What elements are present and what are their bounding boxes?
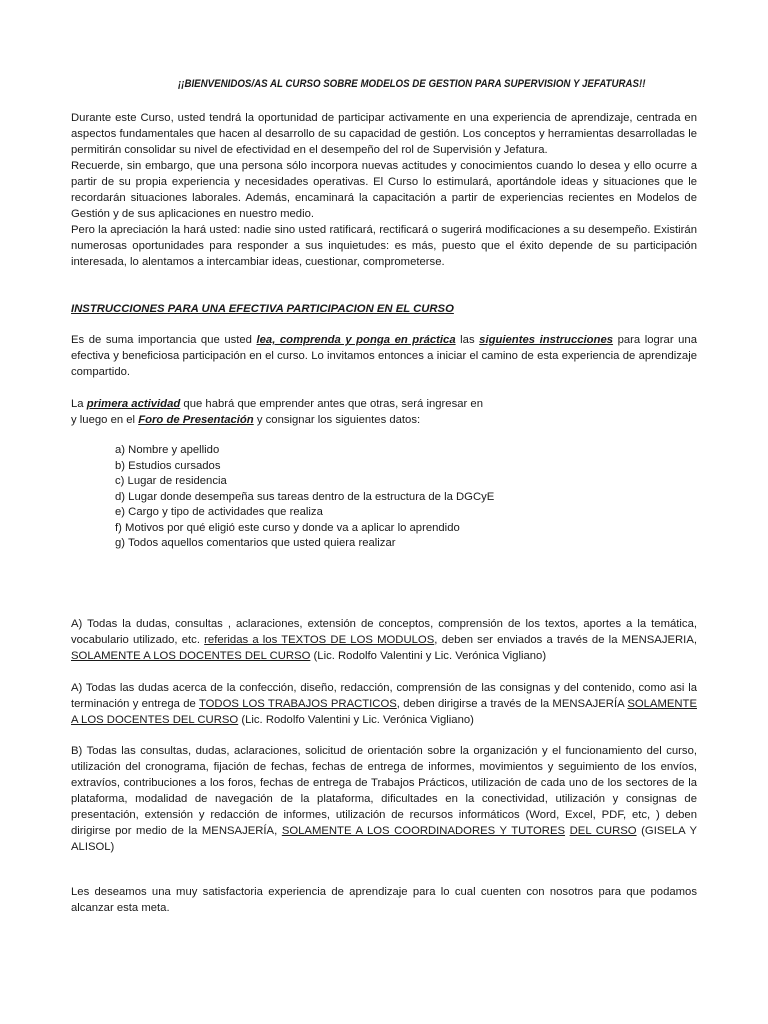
instructions-heading [71,301,697,317]
instr-text-a: Es de suma importancia que usted [71,334,257,346]
rule-a-trabajos [71,680,697,728]
rule-1-text-a: A) Todas la dudas, consultas , aclaraciones, extensión de conceptos, comprensión de los textos, aportes a la temática, vocabulario utilizado, etc. [71,618,697,646]
instr-text-c: para lograr una efectiva y beneficiosa participación en el curso. Lo invitamos entonces a iniciar el camino de esta experiencia de aprendizaje compartido. [71,334,697,378]
intro-section [71,110,697,270]
rule-2-text-b: , deben dirigirse a través de la MENSAJERÍA [396,698,628,710]
instr-text-b: las [455,334,480,346]
closing-text: Les deseamos una muy satisfactoria experiencia de aprendizaje para lo cual cuenten con nosotros para que podamos alcanzar esta meta. [71,886,697,914]
section-heading: INSTRUCCIONES PARA UNA EFECTIVA PARTICIPACION EN EL CURSO [71,303,454,315]
rule-1-text-b: , deben ser enviados a través de la MENSAJERIA, [434,634,697,646]
list-item: b) Estudios cursados [115,459,221,472]
rule-3-text-a: B) Todas las consultas, dudas, aclaraciones, solicitud de orientación sobre la organización y el funcionamiento del curso, utilización del cronograma, fijación de fechas, fechas de entrega de informes, movimientos y seguimiento de los envíos, extravíos, contribuciones a los foros, fechas de entrega de Trabajos Prácticos, utilización de cada uno de los sectores de la plataforma, modalidad de navegación de la plataforma, dificultades en la conectividad, utilización y consignas de presentación, extensión y redacción de informes, utilización de recursos informáticos (Word, Excel, PDF, etc, ) deben dirigirse por medio de la MENSAJERÍA, [71,745,697,837]
activity-text-d: y consignar los siguientes datos: [253,414,421,426]
rule-b-coordinadores [71,743,697,855]
rule-3-underline-2: DEL CURSO [569,825,637,837]
intro-paragraph-3: Pero la apreciación la hará usted: nadie sino usted ratificará, rectificará o sugerirá modificaciones a su desempeño. Existirán numerosas oportunidades para responder a sus inquietudes: es más, puesto que el éxito depende de su participación interesada, lo alentamos a intercambiar ideas, cuestionar, comprometerse. [71,224,697,268]
rule-3-underline-1: SOLAMENTE A LOS COORDINADORES Y TUTORES [281,825,566,837]
first-activity-emphasis: primera actividad [86,398,181,410]
list-item: e) Cargo y tipo de actividades que realiza [115,506,323,518]
foro-presentacion-emphasis: Foro de Presentación [138,414,254,426]
activity-text-b: que habrá que emprender antes que otras, será ingresar en [180,398,483,410]
rule-2-underline-1: TODOS LOS TRABAJOS PRACTICOS [198,698,397,710]
rule-3-text-c: (GISELA Y ALISOL) [71,825,698,853]
list-item: d) Lugar donde desempeña sus tareas dentro de la estructura de la DGCyE [115,490,495,503]
rule-2-text-a: A) Todas las dudas acerca de la confección, diseño, redacción, comprensión de las consignas y del contenido, como asi la terminación y entrega de [71,682,697,710]
data-list [115,443,675,552]
instr-emphasis-1: lea, comprenda y ponga en práctica [256,334,456,346]
rule-1-text-c: (Lic. Rodolfo Valentini y Lic. Verónica Vigliano) [310,650,547,662]
list-item: g) Todos aquellos comentarios que usted quiera realizar [115,537,396,549]
rule-a-modulos [71,616,697,664]
rule-2-text-c: (Lic. Rodolfo Valentini y Lic. Verónica Vigliano) [238,714,474,726]
list-item: f) Motivos por qué eligió este curso y donde va a aplicar lo aprendido [115,521,460,534]
document-title: ¡¡BIENVENIDOS/AS AL CURSO SOBRE MODELOS DE GESTION PARA SUPERVISION Y JEFATURAS!! [178,78,646,90]
instr-emphasis-2: siguientes instrucciones [479,334,614,346]
closing-paragraph [71,884,697,916]
list-item: c) Lugar de residencia [115,475,227,487]
intro-paragraph-1: Durante este Curso, usted tendrá la oportunidad de participar activamente en una experiencia de aprendizaje, centrada en aspectos fundamentales que hacen al desarrollo de su capacidad de gestión. Los conceptos y herramientas desarrolladas le permitirán consolidar su nivel de efectividad en el desempeño del rol de Supervisión y Jefatura. [71,112,697,156]
instructions-paragraph [71,332,697,380]
activity-text-c: y luego en el [71,414,139,426]
rule-1-underline-2: SOLAMENTE A LOS DOCENTES DEL CURSO [71,650,311,662]
rule-2-underline-2: SOLAMENTE A LOS DOCENTES DEL CURSO [71,698,697,726]
rule-1-underline-1: referidas a los TEXTOS DE LOS MODULOS [204,634,435,646]
list-item: a) Nombre y apellido [115,444,220,456]
first-activity-paragraph [71,396,697,428]
intro-paragraph-2: Recuerde, sin embargo, que una persona sólo incorpora nuevas actitudes y conocimientos cuando lo desea y ello ocurre a partir de su propia experiencia y necesidades operativas. El Curso lo estimulará, aportándole ideas y situaciones que le recordarán situaciones laborales. Además, encaminará la capacitación a partir de experiencias recientes en Modelos de Gestión y de sus aplicaciones en nuestro medio. [71,160,697,220]
activity-text-a: La [71,398,87,410]
